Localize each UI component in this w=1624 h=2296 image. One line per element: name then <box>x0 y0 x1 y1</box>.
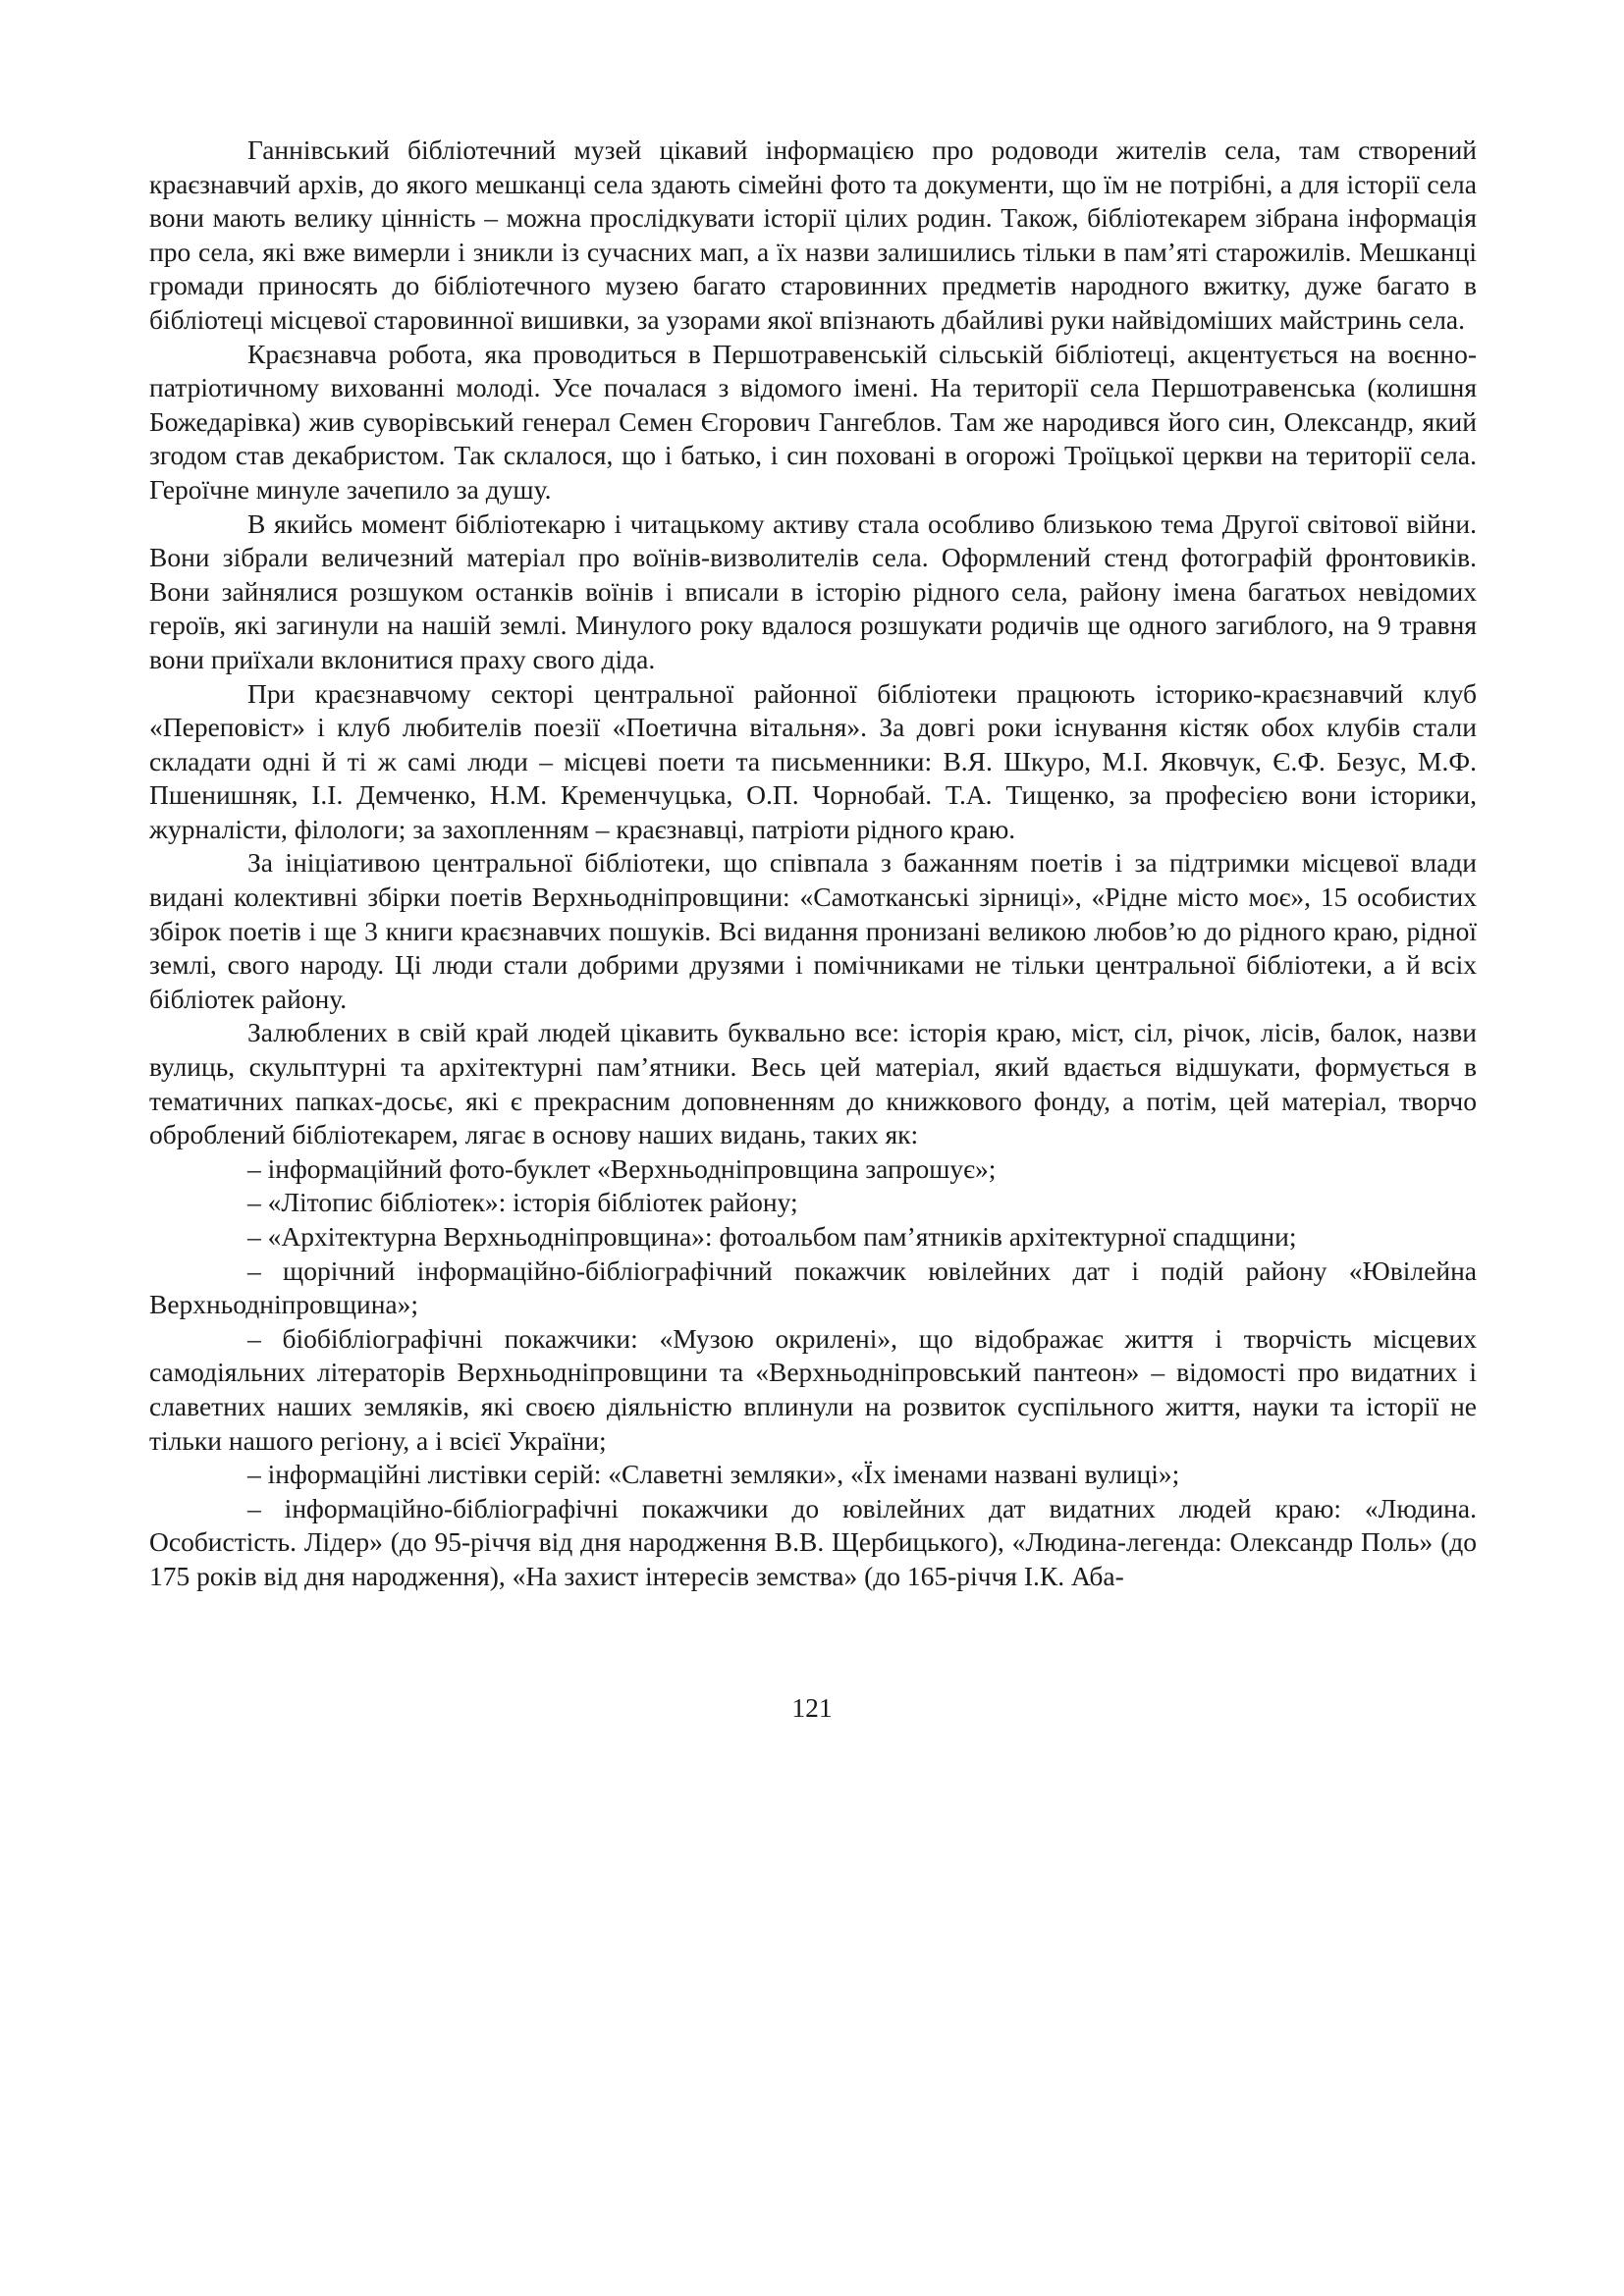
paragraph-clubs: При краєзнавчому секторі центральної районної бібліотеки працюють історико-краєзнавчий клуб «Переповіст» і клуб любителів поезії «Поетична вітальня». За довгі роки існування кістяк обох клубів стали складати одні й ті ж самі люди – місцеві поети та письменники: В.Я. Шкуро, М.І. Яковчук, Є.Ф. Безус, М.Ф. Пшенишняк, І.І. Демченко, Н.М. Кременчуцька, О.П. Чорнобай. Т.А. Тищенко, за професією вони історики, журналісти, філологи; за захопленням – краєзнавці, патріоти рідного краю. <box>149 677 1477 844</box>
page-body <box>149 133 1477 1594</box>
paragraph-genealogy-museum: Ганнівський бібліотечний музей цікавий інформацією про родоводи жителів села, там створений краєзнавчий архів, до якого мешканці села здають сімейні фото та документи, що їм не потрібні, а для історії села вони мають велику цінність – можна прослідкувати історії цілих родин. Також, бібліотекарем зібрана інформація про села, які вже вимерли і зникли із сучасних мап, а їх назви залишились тільки в пам’яті старожилів. Мешканці громади приносять до бібліотечного музею багато старовинних предметів народного вжитку, дуже багато в бібліотеці місцевої старовинної вишивки, за узорами якої впізнають дбайливі руки найвідоміших майстринь села. <box>149 134 1477 335</box>
list-item-biobibliographic-indexes: – біобібліографічні покажчики: «Музою окрилені», що відображає життя і творчість місцевих самодіяльних літераторів Верхньодніпровщини та «Верхньодніпровський пантеон» – відомості про видатних і славетних наших земляків, які своєю діяльністю вплинули на розвиток суспільного життя, науки та історії не тільки нашого регіону, а і всієї України; <box>149 1322 1477 1456</box>
list-item-info-postcards: – інформаційні листівки серій: «Славетні земляки», «Їх іменами названі вулиці»; <box>247 1459 1180 1490</box>
list-item-architecture-album: – «Архітектурна Верхньодніпровщина»: фотоальбом пам’ятників архітектурної спадщини; <box>247 1221 1297 1252</box>
paragraph-local-history-materials: Залюблених в свій край людей цікавить буквально все: історія краю, міст, сіл, річок, лісів, балок, назви вулиць, скульптурні та архітектурні пам’ятники. Весь цей матеріал, який вдається відшукати, формується в тематичних папках-досьє, які є прекрасним доповненням до книжкового фонду, а потім, цей матеріал, творчо оброблений бібліотекарем, лягає в основу наших видань, таких як: <box>149 1017 1477 1150</box>
list-item-anniversary-dates-indexes: – інформаційно-бібліографічні покажчики до ювілейних дат видатних людей краю: «Людина. Особистість. Лідер» (до 95-річчя від дня народження В.В. Щербицького), «Людина-легенда: Олександр Поль» (до 175 років від дня народження), «На захист інтересів земства» (до 165-річчя І.К. Аба- <box>149 1492 1477 1591</box>
paragraph-ww2-search: В якийсь момент бібліотекарю і читацькому активу стала особливо близькою тема Другої світової війни. Вони зібрали величезний матеріал про воїнів-визволителів села. Оформлений стенд фотографій фронтовиків. Вони зайнялися розшуком останків воїнів і вписали в історію рідного села, району імена багатьох невідомих героїв, які загинули на нашій землі. Минулого року вдалося розшукати родичів ще одного загиблого, на 9 травня вони приїхали вклонитися праху свого діда. <box>149 507 1477 674</box>
list-item-library-chronicle: – «Літопис бібліотек»: історія бібліотек району; <box>247 1187 798 1218</box>
paragraph-pershotravensk-library: Краєзнавча робота, яка проводиться в Першотравенській сільській бібліотеці, акцентується на воєнно-патріотичному вихованні молоді. Усе почалася з відомого імені. На території села Першотравенська (колишня Божедарівка) жив суворівський генерал Семен Єгорович Гангеблов. Там же народився його син, Олександр, який згодом став декабристом. Так склалося, що і батько, і син поховані в огорожі Троїцької церкви на території села. Героїчне минуле зачепило за душу. <box>149 338 1477 505</box>
list-item-anniversary-index: – щорічний інформаційно-бібліографічний покажчик ювілейних дат і подій району «Ювілейна Верхньодніпровщина»; <box>149 1255 1477 1320</box>
paragraph-poetry-collections: За ініціативою центральної бібліотеки, що співпала з бажанням поетів і за підтримки місцевої влади видані колективні збірки поетів Верхньодніпровщини: «Самотканські зірниці», «Рідне місто моє», 15 особистих збірок поетів і ще 3 книги краєзнавчих пошуків. Всі видання пронизані великою любов’ю до рідного краю, рідної землі, свого народу. Ці люди стали добрими друзями і помічниками не тільки центральної бібліотеки, а й всіх бібліотек району. <box>149 847 1477 1014</box>
list-item-photo-booklet: – інформаційний фото-буклет «Верхньодніпровщина запрошує»; <box>247 1152 997 1184</box>
page-number: 121 <box>791 1692 833 1723</box>
